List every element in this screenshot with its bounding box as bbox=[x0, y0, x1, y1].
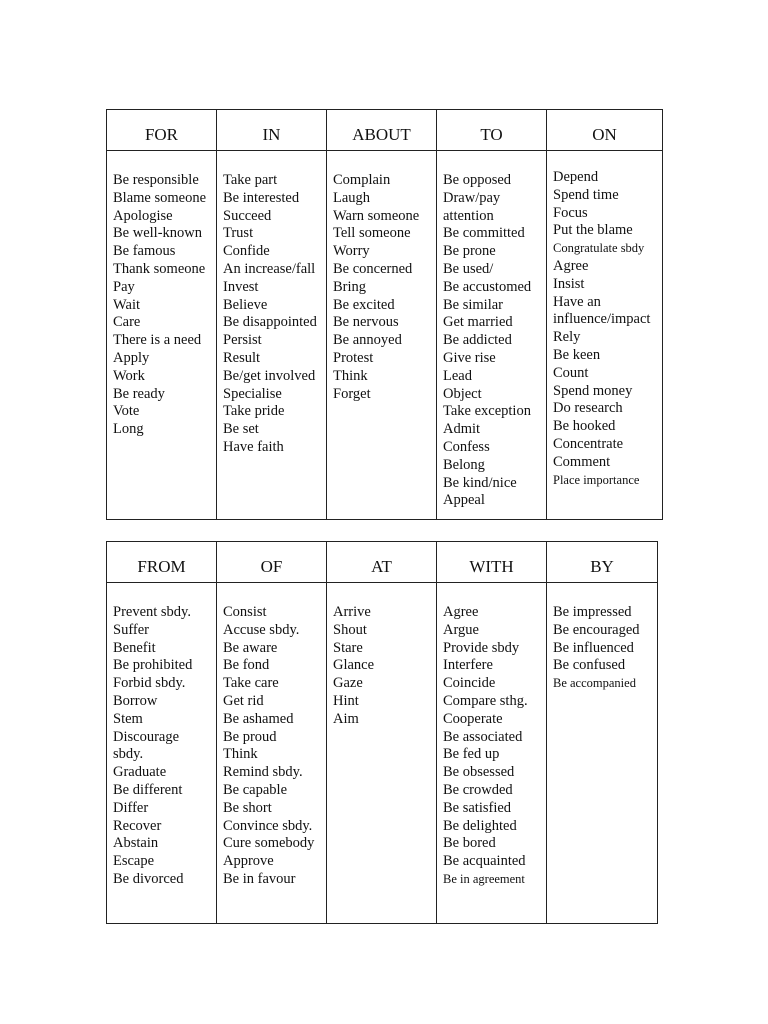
column-heading: WITH bbox=[437, 542, 547, 583]
list-item: Be in agreement bbox=[443, 871, 525, 886]
list-item: Arrive bbox=[333, 604, 371, 620]
list-item: Be in favour bbox=[223, 870, 296, 887]
list-item: Recover bbox=[113, 817, 162, 834]
list-item: Be acquainted bbox=[443, 853, 526, 870]
column-heading: FOR bbox=[107, 110, 217, 151]
list-item: Be obsessed bbox=[443, 764, 515, 781]
list-item: Be fond bbox=[223, 657, 270, 674]
list-item: Escape bbox=[113, 853, 155, 870]
list-item: Accuse sbdy. bbox=[223, 621, 300, 638]
list-item: Be confused bbox=[553, 657, 626, 674]
list-item: Suffer bbox=[113, 621, 149, 638]
list-item: Forbid sbdy. bbox=[113, 675, 186, 692]
word-column bbox=[217, 151, 327, 520]
list-item: Get married bbox=[443, 314, 513, 331]
content-row bbox=[107, 583, 658, 924]
list-item: Be excited bbox=[333, 296, 395, 313]
list-item: Be responsible bbox=[113, 172, 199, 188]
list-item: Pay bbox=[113, 278, 135, 295]
list-item: Be opposed bbox=[443, 172, 512, 188]
list-item: Appeal bbox=[443, 492, 485, 509]
list-item: Protest bbox=[333, 349, 374, 366]
list-item: Wait bbox=[113, 296, 141, 313]
list-item: Draw/pay attention bbox=[443, 189, 501, 224]
column-heading: BY bbox=[547, 542, 658, 583]
list-item: Aim bbox=[333, 710, 359, 727]
word-column bbox=[547, 583, 658, 924]
list-item: Cooperate bbox=[443, 710, 503, 727]
word-list bbox=[333, 604, 432, 729]
list-item: Glance bbox=[333, 657, 375, 674]
list-item: Be proud bbox=[223, 728, 277, 745]
word-column bbox=[217, 583, 327, 924]
list-item: Blame someone bbox=[113, 189, 207, 206]
list-item: Depend bbox=[553, 169, 599, 185]
column-heading: OF bbox=[217, 542, 327, 583]
list-item: Prevent sbdy. bbox=[113, 604, 191, 620]
list-item: Be impressed bbox=[553, 604, 632, 620]
list-item: Approve bbox=[223, 853, 274, 870]
list-item: Think bbox=[223, 746, 258, 763]
list-item: Persist bbox=[223, 332, 262, 349]
list-item: Confess bbox=[443, 438, 490, 455]
column-heading: AT bbox=[327, 542, 437, 583]
column-heading: ABOUT bbox=[327, 110, 437, 151]
list-item: Thank someone bbox=[113, 260, 206, 277]
word-list bbox=[333, 172, 432, 403]
list-item: There is a need bbox=[113, 332, 202, 349]
list-item: Be accustomed bbox=[443, 278, 532, 295]
list-item: Be prone bbox=[443, 243, 496, 260]
word-column bbox=[437, 151, 547, 520]
list-item: Spend time bbox=[553, 186, 619, 203]
column-heading: FROM bbox=[107, 542, 217, 583]
list-item: Argue bbox=[443, 621, 479, 638]
list-item: Succeed bbox=[223, 207, 272, 224]
list-item: Give rise bbox=[443, 349, 496, 366]
list-item: Be aware bbox=[223, 639, 278, 656]
header-row bbox=[107, 542, 658, 583]
list-item: Be prohibited bbox=[113, 657, 193, 674]
list-item: Care bbox=[113, 314, 141, 331]
list-item: Be associated bbox=[443, 728, 523, 745]
list-item: Comment bbox=[553, 453, 611, 470]
list-item: Take care bbox=[223, 675, 279, 692]
list-item: Apologise bbox=[113, 207, 173, 224]
list-item: Be ashamed bbox=[223, 710, 294, 727]
list-item: Be kind/nice bbox=[443, 474, 517, 491]
list-item: Vote bbox=[113, 403, 140, 420]
list-item: Do research bbox=[553, 400, 623, 417]
list-item: Cure somebody bbox=[223, 835, 315, 852]
list-item: Be disappointed bbox=[223, 314, 317, 331]
list-item: Invest bbox=[223, 278, 259, 295]
list-item: Benefit bbox=[113, 639, 156, 656]
list-item: Be crowded bbox=[443, 781, 513, 798]
word-column bbox=[327, 151, 437, 520]
column-heading: IN bbox=[217, 110, 327, 151]
column-heading: ON bbox=[547, 110, 663, 151]
word-column bbox=[547, 151, 663, 520]
list-item: Long bbox=[113, 421, 144, 438]
list-item: Concentrate bbox=[553, 435, 624, 452]
list-item: Borrow bbox=[113, 692, 158, 709]
list-item: Confide bbox=[223, 243, 270, 260]
word-list bbox=[443, 172, 542, 510]
list-item: Be fed up bbox=[443, 746, 500, 763]
list-item: Result bbox=[223, 349, 261, 366]
list-item: Belong bbox=[443, 456, 485, 473]
word-list bbox=[443, 604, 542, 889]
list-item: Trust bbox=[223, 225, 254, 242]
list-item: Be nervous bbox=[333, 314, 399, 331]
list-item: Insist bbox=[553, 275, 585, 292]
list-item: Be similar bbox=[443, 296, 504, 313]
list-item: An increase/fall bbox=[223, 260, 316, 277]
list-item: Tell someone bbox=[333, 225, 411, 242]
word-list bbox=[113, 604, 212, 889]
list-item: Specialise bbox=[223, 385, 282, 402]
list-item: Be different bbox=[113, 781, 183, 798]
list-item: Be accompanied bbox=[553, 676, 636, 691]
list-item: Be set bbox=[223, 421, 259, 438]
list-item: Have faith bbox=[223, 438, 284, 455]
word-column bbox=[327, 583, 437, 924]
list-item: Provide sbdy bbox=[443, 639, 520, 656]
list-item: Laugh bbox=[333, 189, 371, 206]
list-item: Compare sthg. bbox=[443, 692, 528, 709]
list-item: Agree bbox=[443, 604, 479, 620]
list-item: Place importance bbox=[553, 472, 640, 487]
list-item: Bring bbox=[333, 278, 367, 295]
list-item: Be committed bbox=[443, 225, 525, 242]
prepositions-table-2 bbox=[106, 541, 658, 924]
list-item: Be ready bbox=[113, 385, 165, 402]
list-item: Remind sbdy. bbox=[223, 764, 303, 781]
list-item: Complain bbox=[333, 172, 391, 188]
list-item: Admit bbox=[443, 421, 481, 438]
list-item: Discourage sbdy. bbox=[113, 728, 180, 763]
list-item: Be short bbox=[223, 799, 272, 816]
list-item: Spend money bbox=[553, 382, 633, 399]
list-item: Rely bbox=[553, 329, 581, 346]
list-item: Be concerned bbox=[333, 260, 413, 277]
list-item: Put the blame bbox=[553, 222, 633, 239]
word-list bbox=[223, 172, 322, 457]
list-item: Take part bbox=[223, 172, 278, 188]
list-item: Congratulate sbdy bbox=[553, 241, 645, 256]
list-item: Be interested bbox=[223, 189, 300, 206]
list-item: Believe bbox=[223, 296, 268, 313]
word-list bbox=[553, 169, 658, 489]
list-item: Agree bbox=[553, 257, 589, 274]
prepositions-table-1 bbox=[106, 109, 663, 520]
list-item: Shout bbox=[333, 621, 367, 638]
list-item: Focus bbox=[553, 204, 588, 221]
list-item: Coincide bbox=[443, 675, 496, 692]
list-item: Be bored bbox=[443, 835, 496, 852]
list-item: Convince sbdy. bbox=[223, 817, 313, 834]
header-row bbox=[107, 110, 663, 151]
word-list bbox=[113, 172, 212, 439]
list-item: Be used/ bbox=[443, 260, 494, 277]
list-item: Consist bbox=[223, 604, 267, 620]
list-item: Be encouraged bbox=[553, 621, 640, 638]
list-item: Be capable bbox=[223, 781, 288, 798]
list-item: Be annoyed bbox=[333, 332, 402, 349]
list-item: Warn someone bbox=[333, 207, 420, 224]
list-item: Be influenced bbox=[553, 639, 634, 656]
list-item: Be/get involved bbox=[223, 367, 316, 384]
list-item: Take exception bbox=[443, 403, 531, 420]
list-item: Work bbox=[113, 367, 145, 384]
list-item: Stare bbox=[333, 639, 363, 656]
list-item: Object bbox=[443, 385, 482, 402]
word-column bbox=[107, 151, 217, 520]
list-item: Graduate bbox=[113, 764, 167, 781]
list-item: Get rid bbox=[223, 692, 264, 709]
list-item: Forget bbox=[333, 385, 371, 402]
list-item: Abstain bbox=[113, 835, 159, 852]
list-item: Have an influence/impact bbox=[553, 293, 651, 328]
word-list bbox=[223, 604, 322, 889]
list-item: Apply bbox=[113, 349, 150, 366]
list-item: Be divorced bbox=[113, 870, 184, 887]
list-item: Worry bbox=[333, 243, 370, 260]
list-item: Count bbox=[553, 364, 589, 381]
list-item: Be keen bbox=[553, 346, 601, 363]
column-heading: TO bbox=[437, 110, 547, 151]
list-item: Differ bbox=[113, 799, 149, 816]
list-item: Be satisfied bbox=[443, 799, 512, 816]
word-column bbox=[107, 583, 217, 924]
list-item: Be hooked bbox=[553, 418, 616, 435]
list-item: Be delighted bbox=[443, 817, 517, 834]
list-item: Think bbox=[333, 367, 368, 384]
list-item: Take pride bbox=[223, 403, 285, 420]
word-list bbox=[553, 604, 653, 693]
word-column bbox=[437, 583, 547, 924]
list-item: Stem bbox=[113, 710, 143, 727]
list-item: Be well-known bbox=[113, 225, 202, 242]
list-item: Be famous bbox=[113, 243, 176, 260]
list-item: Be addicted bbox=[443, 332, 512, 349]
list-item: Interfere bbox=[443, 657, 493, 674]
list-item: Hint bbox=[333, 692, 359, 709]
list-item: Lead bbox=[443, 367, 472, 384]
list-item: Gaze bbox=[333, 675, 363, 692]
content-row bbox=[107, 151, 663, 520]
